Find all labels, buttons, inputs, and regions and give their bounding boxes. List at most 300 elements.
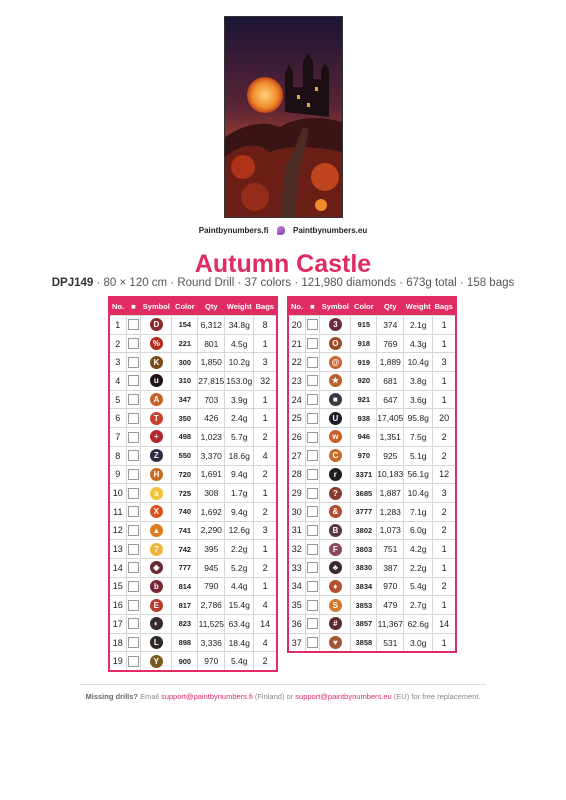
symbol-badge — [141, 577, 172, 596]
quantity: 1,889 — [377, 353, 404, 372]
email-link-eu[interactable]: support@paintbynumbers.eu — [295, 692, 392, 701]
checkbox[interactable] — [305, 409, 320, 428]
symbol-badge — [141, 390, 172, 409]
symbol-badge — [320, 615, 351, 634]
checkbox[interactable] — [305, 446, 320, 465]
checkbox[interactable] — [126, 577, 141, 596]
color-code: 550 — [172, 446, 198, 465]
color-code: 154 — [172, 316, 198, 335]
weight: 4.3g — [404, 334, 433, 353]
symbol-icon: 7 — [150, 543, 163, 556]
row-number: 4 — [109, 372, 126, 391]
symbol-icon: ■ — [329, 393, 342, 406]
symbol-badge — [141, 540, 172, 559]
checkbox-box[interactable] — [128, 375, 139, 386]
page-title: Autumn Castle — [194, 250, 372, 278]
weight: 12.6g — [225, 521, 254, 540]
castle-painting — [225, 17, 342, 217]
quantity: 308 — [198, 484, 225, 503]
color-code: 920 — [351, 372, 377, 391]
symbol-icon: Z — [150, 449, 163, 462]
bag-count: 1 — [433, 540, 456, 559]
color-code: 742 — [172, 540, 198, 559]
quantity: 703 — [198, 390, 225, 409]
bag-count: 1 — [433, 633, 456, 652]
checkbox-box[interactable] — [128, 488, 139, 499]
checkbox-box[interactable] — [307, 469, 318, 480]
quantity: 387 — [377, 558, 404, 577]
quantity: 374 — [377, 316, 404, 335]
col-bags: Bags — [433, 297, 456, 316]
col-qty: Qty — [377, 297, 404, 316]
color-code: 921 — [351, 390, 377, 409]
symbol-icon: U — [329, 412, 342, 425]
color-code: 3853 — [351, 596, 377, 615]
col-weight: Weight — [404, 297, 433, 316]
checkbox[interactable] — [305, 596, 320, 615]
table-row — [109, 353, 277, 372]
quantity: 1,850 — [198, 353, 225, 372]
weight: 10.4g — [404, 484, 433, 503]
symbol-icon: ♦ — [329, 580, 342, 593]
table-row — [109, 521, 277, 540]
table-row — [109, 390, 277, 409]
table-row — [288, 558, 456, 577]
symbol-badge — [320, 372, 351, 391]
checkbox-box[interactable] — [128, 432, 139, 443]
footer-text-1: Email — [138, 692, 161, 701]
checkbox[interactable] — [305, 428, 320, 447]
footer-note — [0, 692, 566, 701]
weight: 3.0g — [404, 633, 433, 652]
color-code: 3685 — [351, 484, 377, 503]
bag-count: 4 — [254, 446, 277, 465]
checkbox-box[interactable] — [307, 544, 318, 555]
symbol-icon: O — [329, 337, 342, 350]
symbol-icon: ▲ — [150, 524, 163, 537]
checkbox[interactable] — [126, 465, 141, 484]
row-number: 28 — [288, 465, 305, 484]
brand-eu: Paintbynumbers.eu — [293, 226, 368, 235]
checkbox[interactable] — [126, 558, 141, 577]
weight: 95.8g — [404, 409, 433, 428]
quantity: 925 — [377, 446, 404, 465]
color-code: 3803 — [351, 540, 377, 559]
bag-count: 2 — [433, 502, 456, 521]
checkbox[interactable] — [305, 521, 320, 540]
checkbox-box[interactable] — [128, 319, 139, 330]
table-row — [109, 596, 277, 615]
checkbox-box[interactable] — [128, 525, 139, 536]
color-code: 725 — [172, 484, 198, 503]
symbol-icon: S — [329, 599, 342, 612]
row-number: 14 — [109, 558, 126, 577]
bag-count: 1 — [254, 334, 277, 353]
footer-lead: Missing drills? — [85, 692, 139, 701]
weight: 7.5g — [404, 428, 433, 447]
checkbox-box[interactable] — [307, 562, 318, 573]
weight: 5.2g — [225, 558, 254, 577]
weight: 5.4g — [404, 577, 433, 596]
symbol-icon: D — [150, 318, 163, 331]
checkbox-box[interactable] — [128, 506, 139, 517]
weight: 7.1g — [404, 502, 433, 521]
weight: 18.4g — [225, 633, 254, 652]
checkbox-box[interactable] — [307, 338, 318, 349]
checkbox-box[interactable] — [128, 656, 139, 667]
table-row — [288, 316, 456, 335]
symbol-icon: Y — [150, 655, 163, 668]
bag-count: 2 — [433, 577, 456, 596]
symbol-badge — [320, 521, 351, 540]
symbol-icon: ◐ — [150, 617, 163, 630]
row-number: 19 — [109, 652, 126, 671]
symbol-badge — [141, 484, 172, 503]
weight: 3.8g — [404, 372, 433, 391]
color-code: 898 — [172, 633, 198, 652]
checkbox-box[interactable] — [307, 525, 318, 536]
checkbox[interactable] — [126, 596, 141, 615]
symbol-icon: ♥ — [329, 636, 342, 649]
weight: 2.2g — [404, 558, 433, 577]
symbol-icon: H — [150, 468, 163, 481]
color-code: 3858 — [351, 633, 377, 652]
color-code: 350 — [172, 409, 198, 428]
bag-count: 2 — [254, 502, 277, 521]
table-row — [288, 596, 456, 615]
symbol-badge — [141, 465, 172, 484]
col-color: Color — [351, 297, 377, 316]
symbol-icon: A — [150, 393, 163, 406]
checkbox[interactable] — [126, 615, 141, 634]
quantity: 970 — [198, 652, 225, 671]
checkbox[interactable] — [305, 484, 320, 503]
checkbox-box[interactable] — [307, 432, 318, 443]
checkbox-box[interactable] — [128, 600, 139, 611]
weight: 34.8g — [225, 316, 254, 335]
table-row — [288, 465, 456, 484]
symbol-badge — [320, 558, 351, 577]
checkbox[interactable] — [305, 558, 320, 577]
table-row — [109, 652, 277, 671]
color-code: 919 — [351, 353, 377, 372]
col-symbol: Symbol — [320, 297, 351, 316]
checkbox[interactable] — [126, 390, 141, 409]
checkbox-box[interactable] — [307, 450, 318, 461]
brand-row — [0, 226, 566, 235]
table-row — [288, 577, 456, 596]
checkbox[interactable] — [305, 502, 320, 521]
checkbox-box[interactable] — [307, 506, 318, 517]
color-code: 720 — [172, 465, 198, 484]
symbol-icon: & — [329, 505, 342, 518]
bag-count: 20 — [433, 409, 456, 428]
bag-count: 2 — [254, 465, 277, 484]
checkbox[interactable] — [305, 334, 320, 353]
symbol-icon: T — [150, 412, 163, 425]
symbol-badge — [141, 633, 172, 652]
symbol-icon: K — [150, 356, 163, 369]
quantity: 751 — [377, 540, 404, 559]
checkbox[interactable] — [126, 540, 141, 559]
weight: 2.7g — [404, 596, 433, 615]
symbol-badge — [141, 409, 172, 428]
row-number: 24 — [288, 390, 305, 409]
row-number: 20 — [288, 316, 305, 335]
table-row — [288, 409, 456, 428]
checkbox-box[interactable] — [307, 375, 318, 386]
checkbox-box[interactable] — [307, 319, 318, 330]
bag-count: 4 — [254, 596, 277, 615]
table-row — [109, 615, 277, 634]
symbol-icon: u — [150, 374, 163, 387]
row-number: 15 — [109, 577, 126, 596]
table-row — [109, 577, 277, 596]
bag-count: 2 — [433, 521, 456, 540]
bag-count: 3 — [433, 484, 456, 503]
color-code: 817 — [172, 596, 198, 615]
checkbox[interactable] — [126, 372, 141, 391]
color-code: 300 — [172, 353, 198, 372]
checkbox-box[interactable] — [128, 618, 139, 629]
table-row — [288, 540, 456, 559]
symbol-badge — [141, 446, 172, 465]
quantity: 11,525 — [198, 615, 225, 634]
color-code: 823 — [172, 615, 198, 634]
checkbox[interactable] — [305, 316, 320, 335]
color-code: 946 — [351, 428, 377, 447]
quantity: 769 — [377, 334, 404, 353]
checkbox-box[interactable] — [128, 562, 139, 573]
symbol-icon: # — [329, 617, 342, 630]
table-row — [109, 633, 277, 652]
table-row — [288, 446, 456, 465]
checkbox-box[interactable] — [307, 637, 318, 648]
checkbox[interactable] — [305, 465, 320, 484]
col-check: ■ — [126, 297, 141, 316]
color-code: 3802 — [351, 521, 377, 540]
quantity: 647 — [377, 390, 404, 409]
weight: 153.0g — [225, 372, 254, 391]
checkbox[interactable] — [126, 409, 141, 428]
weight: 4.5g — [225, 334, 254, 353]
checkbox-box[interactable] — [307, 394, 318, 405]
checkbox-box[interactable] — [128, 637, 139, 648]
checkbox-box[interactable] — [128, 544, 139, 555]
checkbox-box[interactable] — [128, 450, 139, 461]
bag-count: 2 — [433, 428, 456, 447]
table-row — [288, 633, 456, 652]
weight: 5.4g — [225, 652, 254, 671]
checkbox-box[interactable] — [307, 357, 318, 368]
row-number: 21 — [288, 334, 305, 353]
row-number: 34 — [288, 577, 305, 596]
quantity: 1,023 — [198, 428, 225, 447]
symbol-icon: ◆ — [150, 561, 163, 574]
row-number: 16 — [109, 596, 126, 615]
symbol-badge — [320, 409, 351, 428]
row-number: 9 — [109, 465, 126, 484]
bag-count: 14 — [254, 615, 277, 634]
row-number: 22 — [288, 353, 305, 372]
row-number: 25 — [288, 409, 305, 428]
checkbox[interactable] — [305, 353, 320, 372]
symbol-icon: ★ — [329, 374, 342, 387]
checkbox[interactable] — [126, 428, 141, 447]
checkbox-box[interactable] — [307, 618, 318, 629]
table-row — [109, 465, 277, 484]
weight: 4.4g — [225, 577, 254, 596]
quantity: 3,336 — [198, 633, 225, 652]
quantity: 479 — [377, 596, 404, 615]
checkbox-box[interactable] — [307, 600, 318, 611]
weight: 9.4g — [225, 465, 254, 484]
symbol-badge — [141, 353, 172, 372]
email-link-fi[interactable]: support@paintbynumbers.fi — [160, 692, 253, 701]
bag-count: 1 — [254, 484, 277, 503]
quantity: 1,692 — [198, 502, 225, 521]
quantity: 3,370 — [198, 446, 225, 465]
row-number: 23 — [288, 372, 305, 391]
checkbox-box[interactable] — [128, 469, 139, 480]
checkbox[interactable] — [126, 484, 141, 503]
weight: 63.4g — [225, 615, 254, 634]
symbol-badge — [320, 316, 351, 335]
row-number: 27 — [288, 446, 305, 465]
quantity: 6,312 — [198, 316, 225, 335]
quantity: 1,691 — [198, 465, 225, 484]
symbol-icon: b — [150, 580, 163, 593]
quantity: 426 — [198, 409, 225, 428]
symbol-icon: % — [150, 337, 163, 350]
checkbox-box[interactable] — [128, 338, 139, 349]
row-number: 36 — [288, 615, 305, 634]
symbol-badge — [320, 577, 351, 596]
row-number: 37 — [288, 633, 305, 652]
quantity: 1,283 — [377, 502, 404, 521]
checkbox[interactable] — [305, 633, 320, 652]
quantity: 2,290 — [198, 521, 225, 540]
checkbox-box[interactable] — [307, 413, 318, 424]
bag-count: 1 — [254, 409, 277, 428]
row-number: 18 — [109, 633, 126, 652]
color-code: 3777 — [351, 502, 377, 521]
symbol-badge — [141, 558, 172, 577]
weight: 15.4g — [225, 596, 254, 615]
bag-count: 3 — [254, 353, 277, 372]
quantity: 790 — [198, 577, 225, 596]
product-subtitle — [0, 277, 566, 289]
quantity: 2,786 — [198, 596, 225, 615]
symbol-badge — [141, 521, 172, 540]
table-row — [288, 372, 456, 391]
symbol-badge — [141, 502, 172, 521]
checkbox-box[interactable] — [128, 413, 139, 424]
table-row — [288, 428, 456, 447]
checkbox[interactable] — [126, 502, 141, 521]
checkbox[interactable] — [305, 390, 320, 409]
row-number: 1 — [109, 316, 126, 335]
cover-image — [224, 16, 343, 218]
color-code: 221 — [172, 334, 198, 353]
symbol-icon: C — [329, 449, 342, 462]
symbol-badge — [141, 428, 172, 447]
checkbox-box[interactable] — [128, 394, 139, 405]
symbol-badge — [141, 372, 172, 391]
checkbox[interactable] — [126, 633, 141, 652]
checkbox[interactable] — [126, 521, 141, 540]
symbol-icon: @ — [329, 356, 342, 369]
bag-count: 3 — [433, 353, 456, 372]
checkbox[interactable] — [126, 652, 141, 671]
quantity: 11,367 — [377, 615, 404, 634]
checkbox-box[interactable] — [307, 581, 318, 592]
symbol-icon: X — [150, 505, 163, 518]
bag-count: 2 — [433, 446, 456, 465]
checkbox[interactable] — [305, 615, 320, 634]
row-number: 11 — [109, 502, 126, 521]
symbol-icon: B — [329, 524, 342, 537]
checkbox[interactable] — [126, 446, 141, 465]
quantity: 27,815 — [198, 372, 225, 391]
table-row — [109, 540, 277, 559]
row-number: 7 — [109, 428, 126, 447]
bag-count: 1 — [254, 577, 277, 596]
row-number: 35 — [288, 596, 305, 615]
checkbox-box[interactable] — [128, 357, 139, 368]
symbol-badge — [320, 446, 351, 465]
checkbox[interactable] — [126, 353, 141, 372]
weight: 3.6g — [404, 390, 433, 409]
table-row — [288, 390, 456, 409]
row-number: 2 — [109, 334, 126, 353]
color-code: 3834 — [351, 577, 377, 596]
symbol-badge — [141, 652, 172, 671]
row-number: 3 — [109, 353, 126, 372]
checkbox[interactable] — [126, 316, 141, 335]
color-code: 310 — [172, 372, 198, 391]
table-row — [109, 316, 277, 335]
color-code: 3830 — [351, 558, 377, 577]
footer-text-3: (EU) for free replacement. — [391, 692, 481, 701]
quantity: 970 — [377, 577, 404, 596]
row-number: 8 — [109, 446, 126, 465]
bag-count: 1 — [433, 316, 456, 335]
table-header-row — [109, 297, 277, 316]
checkbox[interactable] — [305, 577, 320, 596]
weight: 18.6g — [225, 446, 254, 465]
table-row — [109, 484, 277, 503]
table-row — [288, 615, 456, 634]
checkbox[interactable] — [305, 372, 320, 391]
bag-count: 1 — [433, 334, 456, 353]
row-number: 26 — [288, 428, 305, 447]
checkbox[interactable] — [305, 540, 320, 559]
table-header-row — [288, 297, 456, 316]
row-number: 17 — [109, 615, 126, 634]
row-number: 29 — [288, 484, 305, 503]
bag-count: 1 — [254, 390, 277, 409]
weight: 5.1g — [404, 446, 433, 465]
checkbox[interactable] — [126, 334, 141, 353]
table-row — [288, 521, 456, 540]
weight: 10.4g — [404, 353, 433, 372]
row-number: 31 — [288, 521, 305, 540]
checkbox-box[interactable] — [307, 488, 318, 499]
weight: 2.4g — [225, 409, 254, 428]
checkbox-box[interactable] — [128, 581, 139, 592]
symbol-badge — [320, 390, 351, 409]
